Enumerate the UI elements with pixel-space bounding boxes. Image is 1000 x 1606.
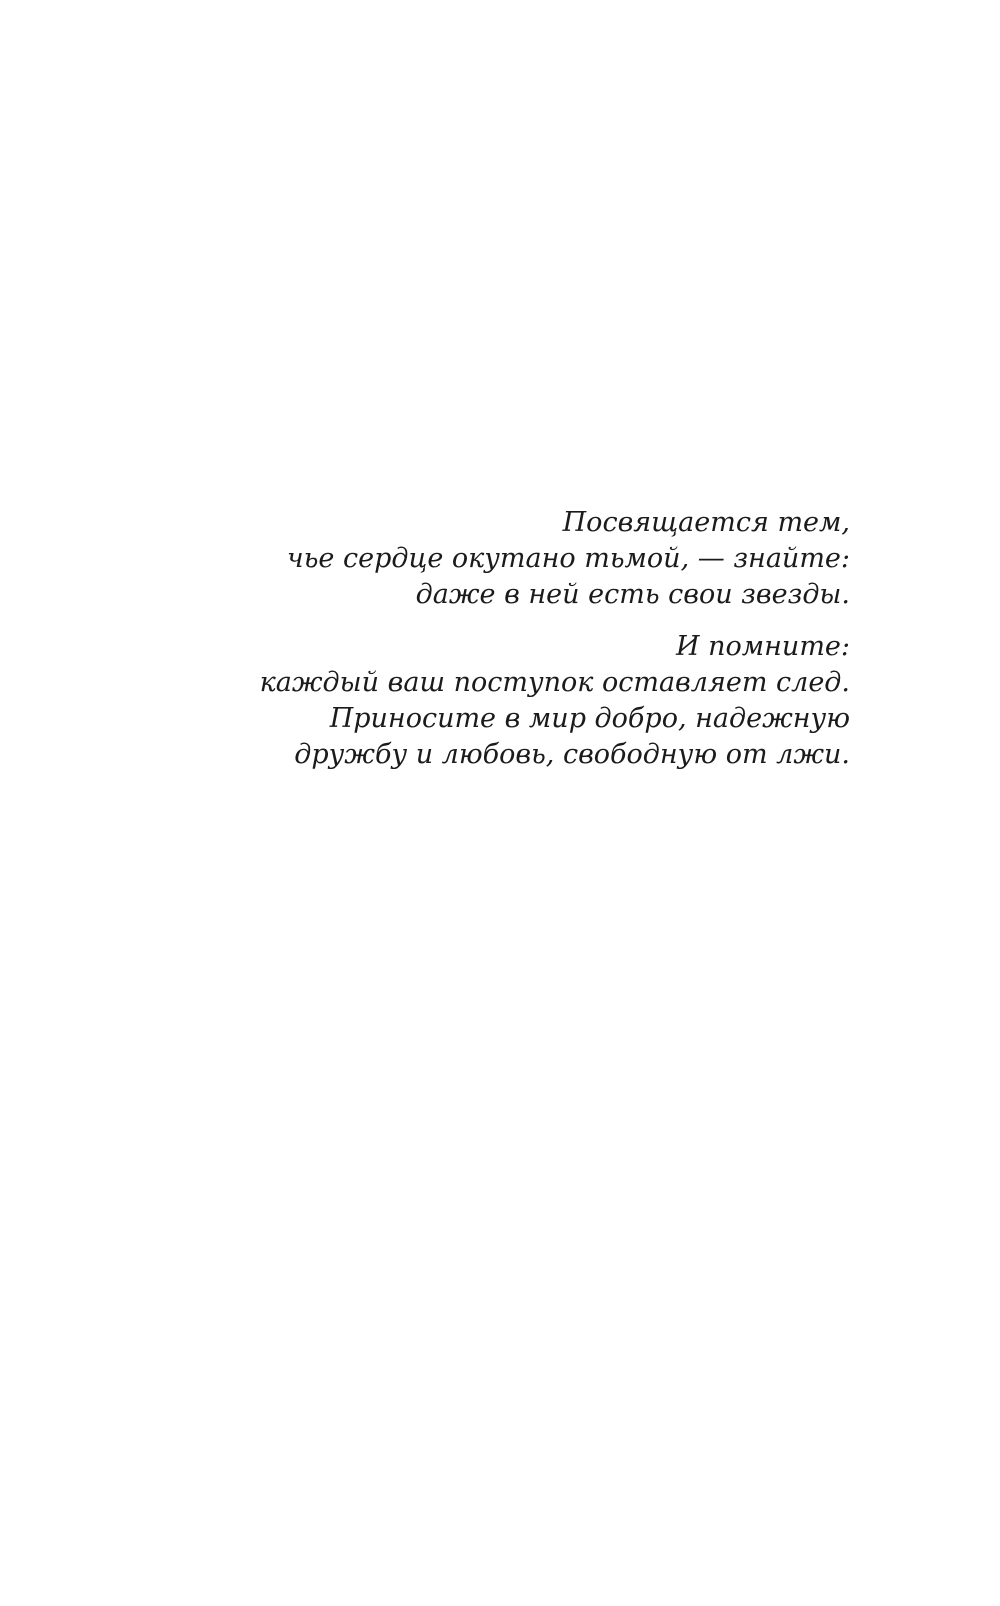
- dedication-stanza-1: [150, 505, 850, 613]
- dedication-line: дружбу и любовь, свободную от лжи.: [294, 739, 850, 770]
- dedication-line: Приносите в мир добро, надежную: [329, 703, 850, 734]
- dedication-stanza-2: [150, 629, 850, 773]
- dedication-line: даже в ней есть свои звезды.: [415, 579, 850, 610]
- dedication-text: [150, 505, 850, 773]
- dedication-line: И помните:: [675, 631, 850, 662]
- dedication-line: чье сердце окутано тьмой, — знайте:: [286, 543, 850, 574]
- dedication-line: Посвящается тем,: [562, 507, 850, 538]
- dedication-line: каждый ваш поступок оставляет след.: [259, 667, 850, 698]
